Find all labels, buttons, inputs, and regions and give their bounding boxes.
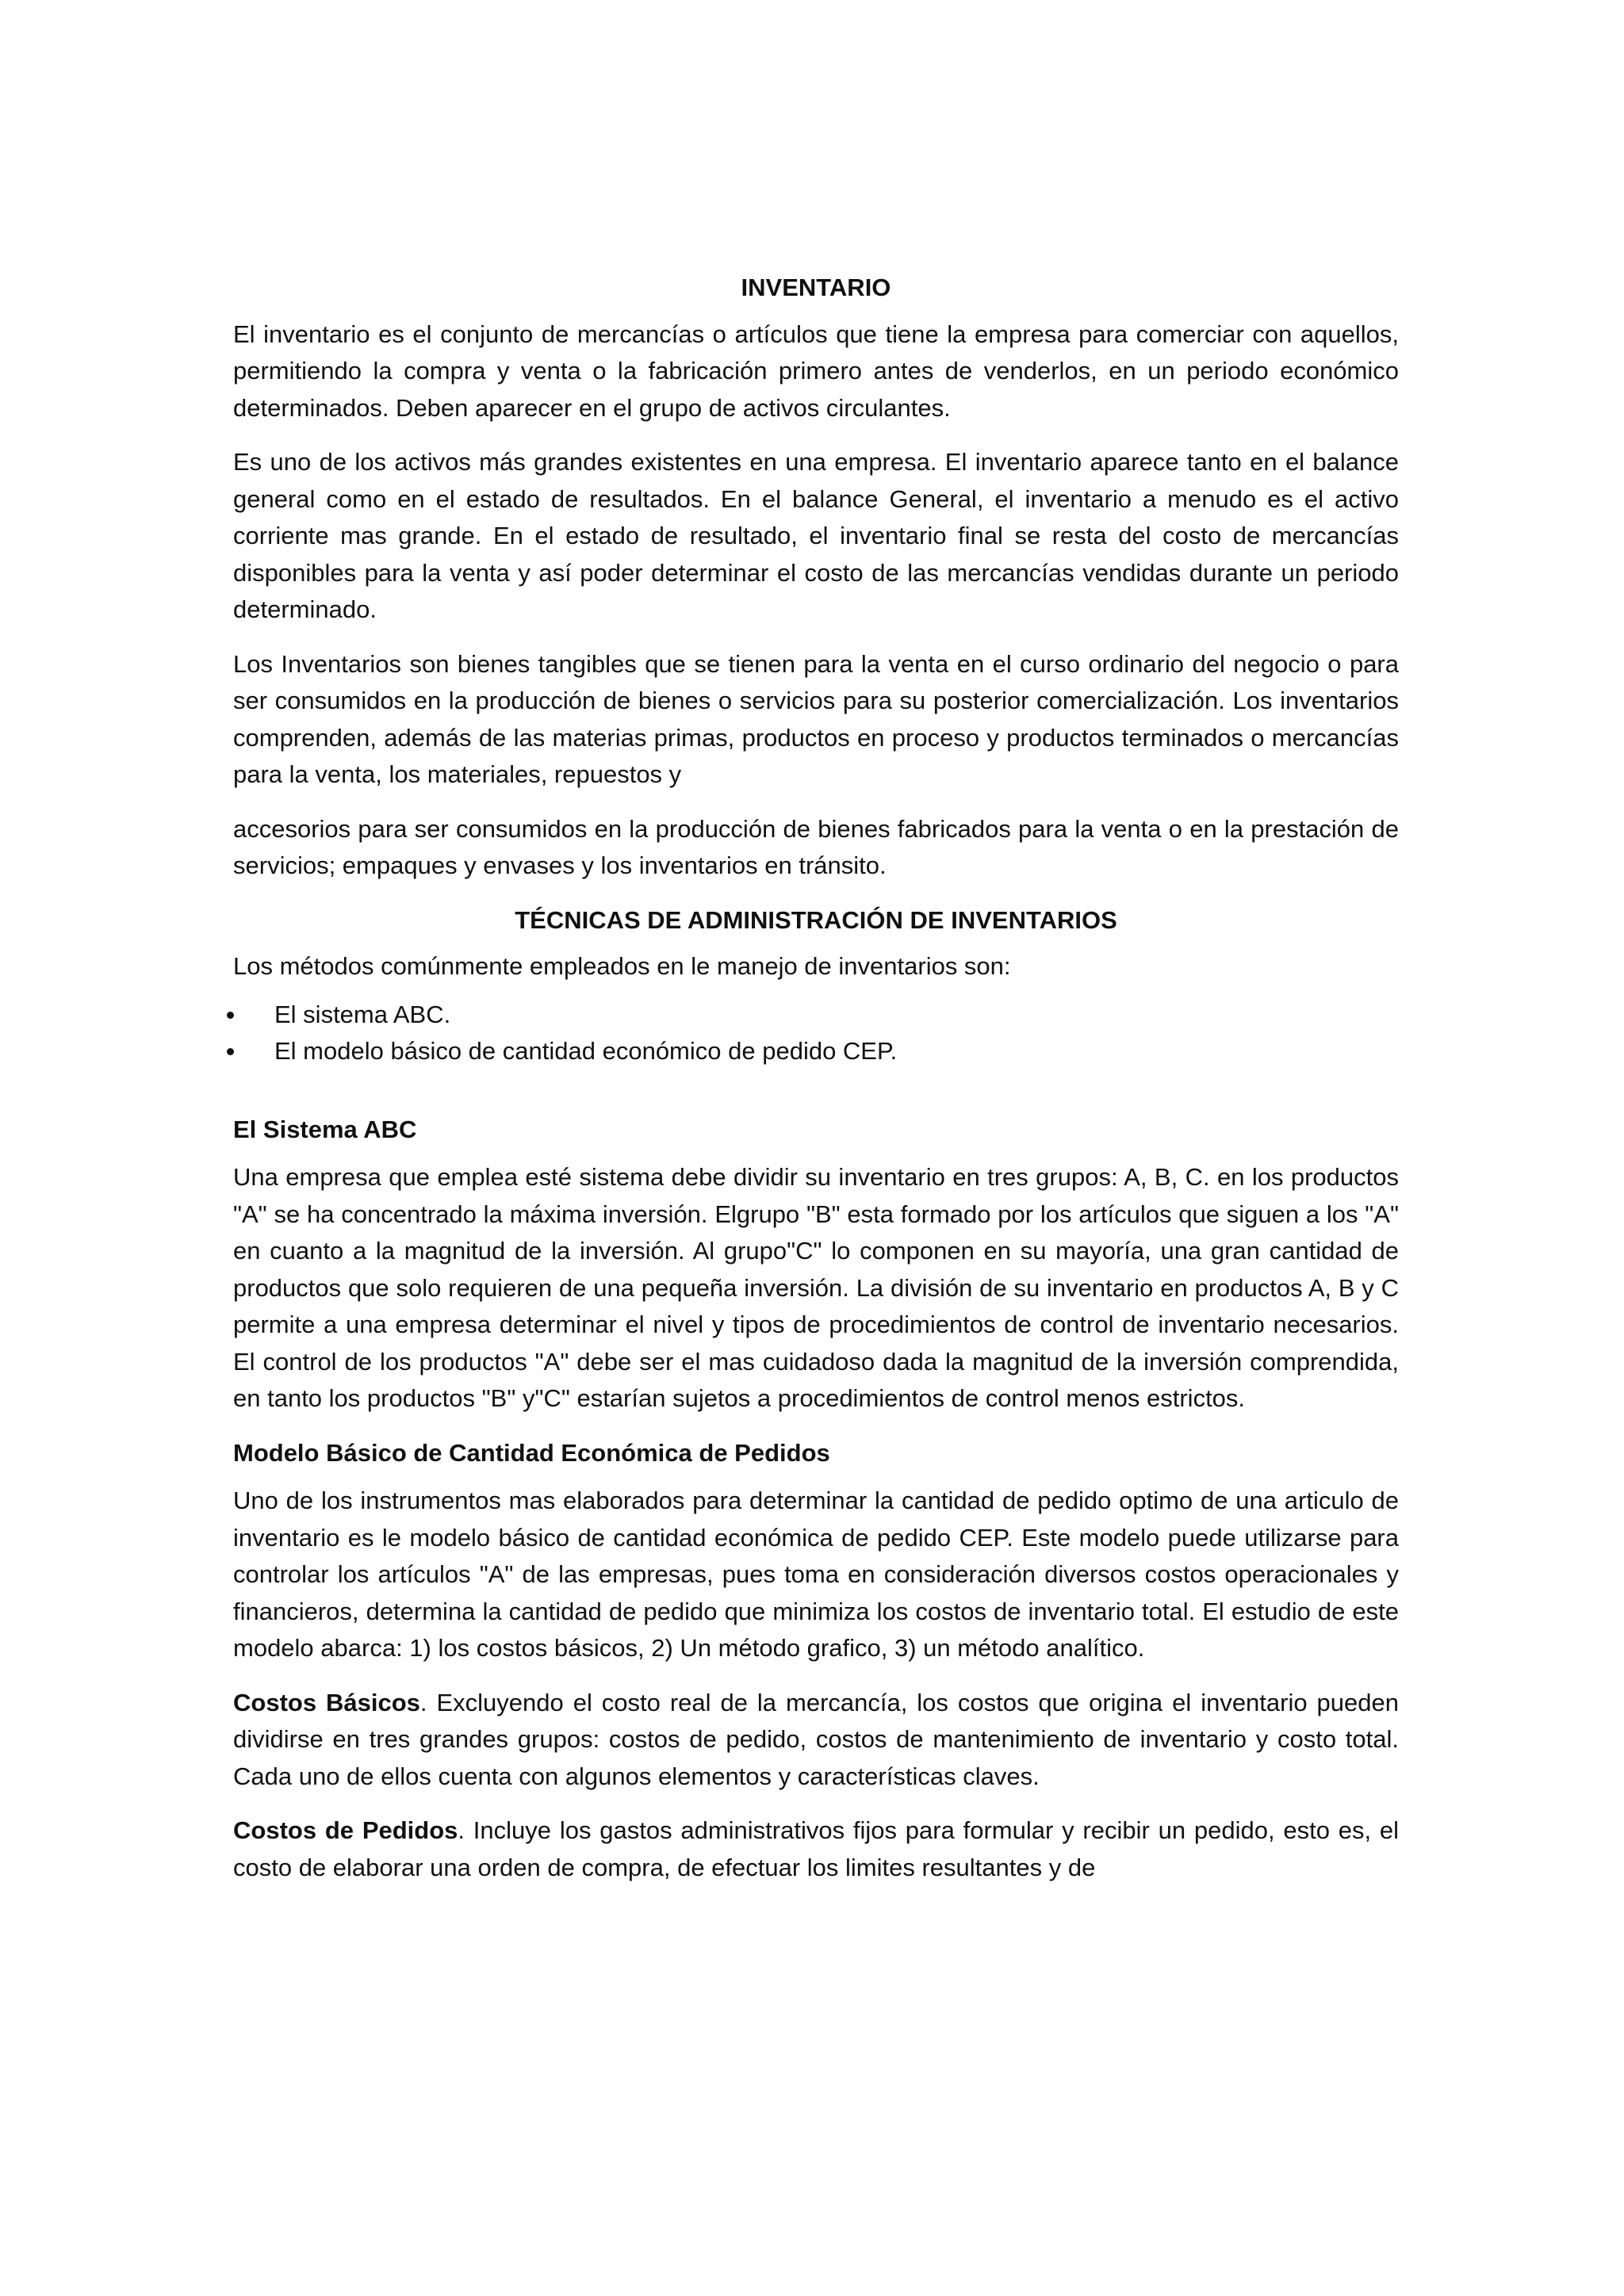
cep-paragraph: Uno de los instrumentos mas elaborados para determinar la cantidad de pedido optimo de una articulo de inventario es le modelo básico de cantidad económica de pedido CEP. Este modelo puede utilizarse para controlar los artículos "A" de las empresas, pues toma en consideración diversos costos operacionales y financieros, determina la cantidad de pedido que minimiza los costos de inventario total. El estudio de este modelo abarca: 1) los costos básicos, 2) Un método grafico, 3) un método analítico. xyxy=(233,1487,1399,1662)
methods-list xyxy=(233,997,1399,1070)
costos-pedidos-paragraph xyxy=(233,1812,1399,1886)
abc-paragraph: Una empresa que emplea esté sistema debe dividir su inventario en tres grupos: A, B, C. en los productos "A" se ha concentrado la máxima inversión. Elgrupo "B" esta formado por los artículos que siguen a los "A" en cuanto a la magnitud de la inversión. Al grupo"C" lo componen en su mayoría, una gran cantidad de productos que solo requieren de una pequeña inversión. La división de su inventario en productos A, B y C permite a una empresa determinar el nivel y tipos de procedimientos de control de inventario necesarios. El control de los productos "A" debe ser el mas cuidadoso dada la magnitud de la inversión comprendida, en tanto los productos "B" y"C" estarían sujetos a procedimientos de control menos estrictos. xyxy=(233,1163,1399,1412)
intro-paragraph-1: El inventario es el conjunto de mercancías o artículos que tiene la empresa para comerciar con aquellos, permitiendo la compra y venta o la fabricación primero antes de venderlos, en un periodo económico determinados. Deben aparecer en el grupo de activos circulantes. xyxy=(233,320,1399,422)
list-item-text: El modelo básico de cantidad económico de pedido CEP. xyxy=(274,1037,898,1065)
cep-heading: Modelo Básico de Cantidad Económica de Pedidos xyxy=(233,1438,830,1467)
document-page xyxy=(233,270,1399,1904)
bullet-icon xyxy=(227,1012,234,1019)
spacer xyxy=(233,1091,1399,1112)
intro-paragraph-4: accesorios para ser consumidos en la producción de bienes fabricados para la venta o en la prestación de servicios; empaques y envases y los inventarios en tránsito. xyxy=(233,814,1399,879)
list-item-text: El sistema ABC. xyxy=(274,1000,451,1028)
costos-pedidos-text: . Incluye los gastos administrativos fijos para formular y recibir un pedido, esto es, el costo de elaborar una orden de compra, de efectuar los limites resultantes y de xyxy=(233,1816,1399,1881)
document-title: INVENTARIO xyxy=(741,274,891,301)
costos-basicos-text: . Excluyendo el costo real de la mercancía, los costos que origina el inventario pueden dividirse en tres grandes grupos: costos de pedido, costos de mantenimiento de inventario y costo total. Cada uno de ellos cuenta con algunos elementos y características claves. xyxy=(233,1688,1399,1790)
abc-heading: El Sistema ABC xyxy=(233,1115,417,1143)
bullet-icon xyxy=(227,1048,234,1055)
list-item xyxy=(233,1033,1399,1070)
section-title: TÉCNICAS DE ADMINISTRACIÓN DE INVENTARIOS xyxy=(515,905,1117,934)
intro-paragraph-2: Es uno de los activos más grandes existentes en una empresa. El inventario aparece tanto en el balance general como en el estado de resultados. En el balance General, el inventario a menudo es el activo corriente mas grande. En el estado de resultado, el inventario final se resta del costo de mercancías disponibles para la venta y así poder determinar el costo de las mercancías vendidas durante un periodo determinado. xyxy=(233,448,1399,623)
costos-basicos-paragraph xyxy=(233,1685,1399,1796)
list-item xyxy=(233,997,1399,1034)
costos-basicos-lead: Costos Básicos xyxy=(233,1688,420,1716)
methods-intro: Los métodos comúnmente empleados en le manejo de inventarios son: xyxy=(233,952,1011,980)
costos-pedidos-lead: Costos de Pedidos xyxy=(233,1816,458,1844)
intro-paragraph-3: Los Inventarios son bienes tangibles que se tienen para la venta en el curso ordinario del negocio o para ser consumidos en la producción de bienes o servicios para su posterior comercialización. Los inventarios comprenden, además de las materias primas, productos en proceso y productos terminados o mercancías para la venta, los materiales, repuestos y xyxy=(233,649,1399,788)
